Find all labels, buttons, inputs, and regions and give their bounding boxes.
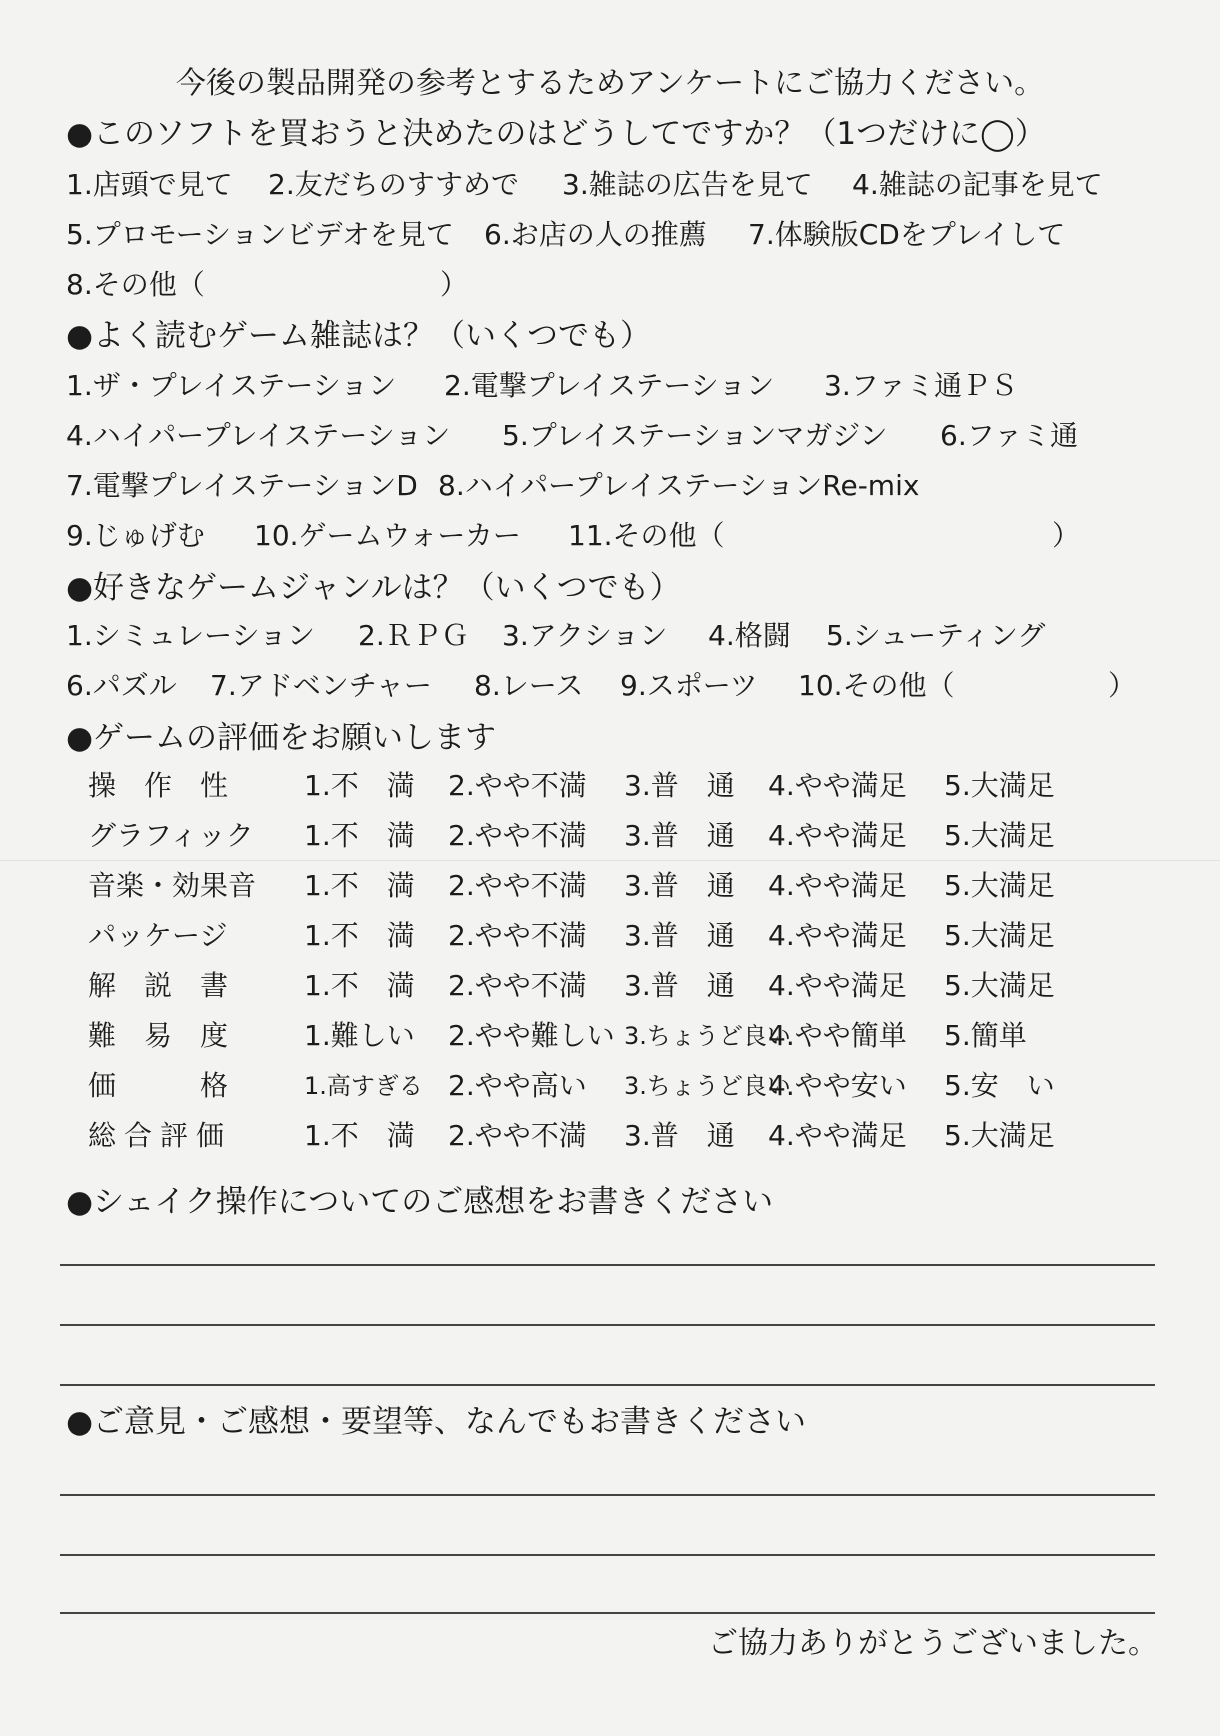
eval-choice[interactable]: 4.やや安い: [768, 1069, 907, 1102]
answer-line[interactable]: [60, 1324, 1155, 1326]
eval-row-label: 価 格: [88, 1069, 229, 1102]
eval-row-label: 難 易 度: [88, 1019, 229, 1052]
q6-title: ●ご意見・ご感想・要望等、なんでもお書きください: [66, 1404, 807, 1440]
q3-option[interactable]: 3.アクション: [502, 619, 668, 652]
closing-text: ご協力ありがとうございました。: [708, 1626, 1158, 1661]
eval-choice[interactable]: 4.やや満足: [768, 769, 907, 802]
eval-choice[interactable]: 4.やや満足: [768, 819, 907, 852]
eval-choice[interactable]: 3.普 通: [624, 1119, 735, 1152]
eval-choice[interactable]: 2.やや不満: [448, 819, 587, 852]
eval-row-label: 音楽・効果音: [88, 869, 257, 902]
eval-row-label: 操 作 性: [88, 769, 229, 802]
q1-option[interactable]: 2.友だちのすすめで: [268, 168, 519, 201]
eval-choice[interactable]: 2.やや不満: [448, 1119, 587, 1152]
answer-line[interactable]: [60, 1554, 1155, 1556]
eval-choice[interactable]: 5.簡単: [944, 1019, 1027, 1052]
eval-choice[interactable]: 3.ちょうど良い: [624, 1072, 791, 1100]
eval-choice[interactable]: 1.不 満: [304, 919, 415, 952]
eval-choice[interactable]: 3.普 通: [624, 969, 735, 1002]
eval-row-label: パッケージ: [88, 919, 228, 952]
q3-option[interactable]: 6.パズル: [66, 669, 177, 702]
eval-choice[interactable]: 3.ちょうど良い: [624, 1022, 791, 1050]
q1-option[interactable]: 6.お店の人の推薦: [484, 218, 707, 251]
q2-option[interactable]: 6.ファミ通: [940, 419, 1079, 452]
eval-choice[interactable]: 5.大満足: [944, 819, 1055, 852]
q1-option[interactable]: 4.雑誌の記事を見て: [852, 168, 1103, 201]
q1-option-other[interactable]: 8.その他（: [66, 268, 205, 301]
eval-row-label: 総合評価: [88, 1119, 233, 1152]
q3-option[interactable]: 4.格闘: [708, 619, 791, 652]
q3-other-close: ）: [1108, 669, 1137, 702]
answer-line[interactable]: [60, 1612, 1155, 1614]
q1-other-close: ）: [440, 268, 469, 301]
q2-option[interactable]: 10.ゲームウォーカー: [254, 519, 521, 552]
fold-crease: [0, 860, 1220, 861]
eval-choice[interactable]: 4.やや満足: [768, 919, 907, 952]
q3-title: ●好きなゲームジャンルは？（いくつでも）: [66, 570, 681, 606]
eval-choice[interactable]: 5.大満足: [944, 869, 1055, 902]
q2-option[interactable]: 3.ファミ通ＰＳ: [824, 369, 1019, 402]
eval-choice[interactable]: 1.不 満: [304, 769, 415, 802]
eval-choice[interactable]: 5.大満足: [944, 919, 1055, 952]
q3-option[interactable]: 7.アドベンチャー: [210, 669, 432, 702]
eval-choice[interactable]: 2.やや高い: [448, 1069, 587, 1102]
q2-option[interactable]: 8.ハイパープレイステーションRe-mix: [438, 469, 920, 502]
eval-choice[interactable]: 4.やや満足: [768, 869, 907, 902]
q3-option-other[interactable]: 10.その他（: [798, 669, 955, 702]
eval-choice[interactable]: 3.普 通: [624, 819, 735, 852]
answer-line[interactable]: [60, 1494, 1155, 1496]
q1-title: ●このソフトを買おうと決めたのはどうしてですか？（1つだけに◯）: [66, 116, 1046, 152]
eval-choice[interactable]: 5.大満足: [944, 769, 1055, 802]
q5-title: ●シェイク操作についてのご感想をお書きください: [66, 1184, 774, 1220]
q3-option[interactable]: 5.シューティング: [826, 619, 1046, 652]
eval-choice[interactable]: 5.大満足: [944, 1119, 1055, 1152]
q2-title: ●よく読むゲーム雑誌は？（いくつでも）: [66, 318, 652, 354]
q2-option[interactable]: 9.じゅげむ: [66, 519, 205, 552]
eval-choice[interactable]: 3.普 通: [624, 919, 735, 952]
eval-choice[interactable]: 1.不 満: [304, 969, 415, 1002]
eval-row-label: グラフィック: [88, 819, 254, 852]
q3-option[interactable]: 8.レース: [474, 669, 584, 702]
q1-option[interactable]: 1.店頭で見て: [66, 168, 233, 201]
q1-option[interactable]: 3.雑誌の広告を見て: [562, 168, 813, 201]
eval-choice[interactable]: 1.高すぎる: [304, 1072, 423, 1100]
q3-option[interactable]: 9.スポーツ: [620, 669, 758, 702]
eval-choice[interactable]: 1.難しい: [304, 1019, 415, 1052]
q1-option[interactable]: 5.プロモーションビデオを見て: [66, 218, 454, 251]
eval-choice[interactable]: 1.不 満: [304, 1119, 415, 1152]
eval-choice[interactable]: 3.普 通: [624, 769, 735, 802]
eval-choice[interactable]: 2.やや不満: [448, 869, 587, 902]
eval-choice[interactable]: 4.やや簡単: [768, 1019, 907, 1052]
eval-choice[interactable]: 1.不 満: [304, 869, 415, 902]
eval-choice[interactable]: 3.普 通: [624, 869, 735, 902]
intro-text: 今後の製品開発の参考とするためアンケートにご協力ください。: [175, 66, 1045, 101]
eval-choice[interactable]: 4.やや満足: [768, 1119, 907, 1152]
eval-choice[interactable]: 5.安 い: [944, 1069, 1055, 1102]
eval-choice[interactable]: 2.やや不満: [448, 919, 587, 952]
q2-option-other[interactable]: 11.その他（: [568, 519, 725, 552]
q2-option[interactable]: 7.電撃プレイステーションD: [66, 469, 418, 502]
q2-option[interactable]: 1.ザ・プレイステーション: [66, 369, 397, 402]
q1-option[interactable]: 7.体験版CDをプレイして: [748, 218, 1066, 251]
q2-other-close: ）: [1052, 519, 1081, 552]
q2-option[interactable]: 4.ハイパープレイステーション: [66, 419, 451, 452]
eval-row-label: 解 説 書: [88, 969, 229, 1002]
q2-option[interactable]: 2.電撃プレイステーション: [444, 369, 775, 402]
eval-choice[interactable]: 1.不 満: [304, 819, 415, 852]
q4-title: ●ゲームの評価をお願いします: [66, 720, 497, 756]
eval-choice[interactable]: 2.やや不満: [448, 969, 587, 1002]
eval-choice[interactable]: 5.大満足: [944, 969, 1055, 1002]
q3-option[interactable]: 2.ＲＰＧ: [358, 619, 469, 652]
eval-choice[interactable]: 2.やや不満: [448, 769, 587, 802]
q2-option[interactable]: 5.プレイステーションマガジン: [502, 419, 888, 452]
q3-option[interactable]: 1.シミュレーション: [66, 619, 316, 652]
answer-line[interactable]: [60, 1264, 1155, 1266]
eval-choice[interactable]: 4.やや満足: [768, 969, 907, 1002]
answer-line[interactable]: [60, 1384, 1155, 1386]
eval-choice[interactable]: 2.やや難しい: [448, 1019, 615, 1052]
